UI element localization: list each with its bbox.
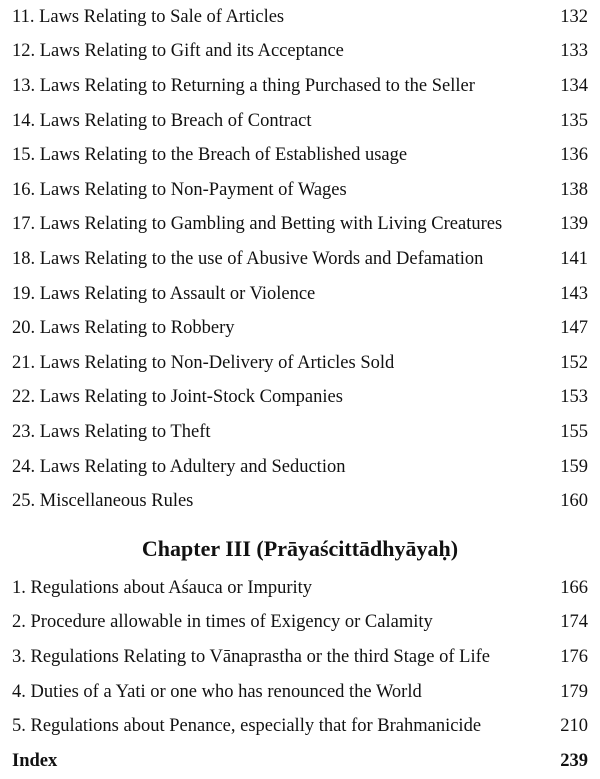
toc-entry bbox=[12, 675, 588, 710]
entry-page-number: 141 bbox=[560, 248, 588, 269]
entry-page-number: 166 bbox=[560, 577, 588, 598]
entry-page-number: 139 bbox=[560, 214, 588, 235]
toc-entry bbox=[12, 346, 588, 381]
entry-title: 4. Duties of a Yati or one who has renounced the World bbox=[12, 681, 422, 702]
entry-page-number: 134 bbox=[560, 75, 588, 96]
entry-title: 2. Procedure allowable in times of Exigency or Calamity bbox=[12, 612, 433, 633]
entry-page-number: 160 bbox=[560, 491, 588, 512]
entry-page-number: 152 bbox=[560, 352, 588, 373]
toc-entry bbox=[12, 606, 588, 641]
entry-page-number: 210 bbox=[560, 716, 588, 737]
toc-entry bbox=[12, 104, 588, 139]
entry-title: 12. Laws Relating to Gift and its Acceptance bbox=[12, 41, 344, 62]
entry-page-number: 155 bbox=[560, 421, 588, 442]
toc-entry bbox=[12, 173, 588, 208]
entry-title: 17. Laws Relating to Gambling and Betting with Living Creatures bbox=[12, 214, 503, 235]
entry-title: 16. Laws Relating to Non-Payment of Wages bbox=[12, 179, 347, 200]
entry-page-number: 136 bbox=[560, 145, 588, 166]
entry-page-number: 133 bbox=[560, 41, 588, 62]
entry-title: 13. Laws Relating to Returning a thing Purchased to the Seller bbox=[12, 75, 475, 96]
toc-entry bbox=[12, 0, 588, 35]
chapter3-contents bbox=[12, 571, 588, 779]
entry-title: Index bbox=[12, 750, 58, 771]
entry-page-number: 135 bbox=[560, 110, 588, 131]
entry-title: 3. Regulations Relating to Vānaprastha or the third Stage of Life bbox=[12, 646, 490, 667]
toc-entry bbox=[12, 484, 588, 519]
entry-title: 5. Regulations about Penance, especially that for Brahmanicide bbox=[12, 716, 482, 737]
entry-title: 21. Laws Relating to Non-Delivery of Articles Sold bbox=[12, 352, 395, 373]
entry-title: 22. Laws Relating to Joint-Stock Companies bbox=[12, 387, 343, 408]
toc-entry bbox=[12, 208, 588, 243]
entry-page-number: 153 bbox=[560, 387, 588, 408]
entry-title: 23. Laws Relating to Theft bbox=[12, 421, 211, 442]
toc-entry bbox=[12, 571, 588, 606]
toc-entry bbox=[12, 277, 588, 312]
entry-page-number: 176 bbox=[560, 646, 588, 667]
entry-page-number: 143 bbox=[560, 283, 588, 304]
entry-page-number: 174 bbox=[560, 612, 588, 633]
entry-title: 25. Miscellaneous Rules bbox=[12, 491, 194, 512]
entry-title: 15. Laws Relating to the Breach of Established usage bbox=[12, 145, 408, 166]
entry-title: 19. Laws Relating to Assault or Violence bbox=[12, 283, 316, 304]
entry-page-number: 179 bbox=[560, 681, 588, 702]
index-entry bbox=[12, 744, 588, 779]
entry-page-number: 159 bbox=[560, 456, 588, 477]
entry-title: 24. Laws Relating to Adultery and Seduction bbox=[12, 456, 346, 477]
toc-entry bbox=[12, 35, 588, 70]
chapter2-contents bbox=[12, 0, 588, 519]
toc-entry bbox=[12, 709, 588, 744]
toc-entry bbox=[12, 242, 588, 277]
toc-entry bbox=[12, 311, 588, 346]
entry-page-number: 132 bbox=[560, 6, 588, 27]
toc-entry bbox=[12, 381, 588, 416]
entry-title: 14. Laws Relating to Breach of Contract bbox=[12, 110, 312, 131]
entry-title: 20. Laws Relating to Robbery bbox=[12, 318, 235, 339]
chapter3-heading: Chapter III (Prāyaścittādhyāyaḥ) bbox=[141, 536, 459, 561]
toc-entry bbox=[12, 640, 588, 675]
entry-page-number: 239 bbox=[560, 750, 588, 771]
toc-entry bbox=[12, 69, 588, 104]
entry-title: 1. Regulations about Aśauca or Impurity bbox=[12, 577, 313, 598]
entry-title: 11. Laws Relating to Sale of Articles bbox=[12, 6, 285, 27]
toc-entry bbox=[12, 415, 588, 450]
entry-page-number: 138 bbox=[560, 179, 588, 200]
entry-page-number: 147 bbox=[560, 318, 588, 339]
entry-title: 18. Laws Relating to the use of Abusive Words and Defamation bbox=[12, 248, 484, 269]
toc-entry bbox=[12, 138, 588, 173]
toc-entry bbox=[12, 450, 588, 485]
